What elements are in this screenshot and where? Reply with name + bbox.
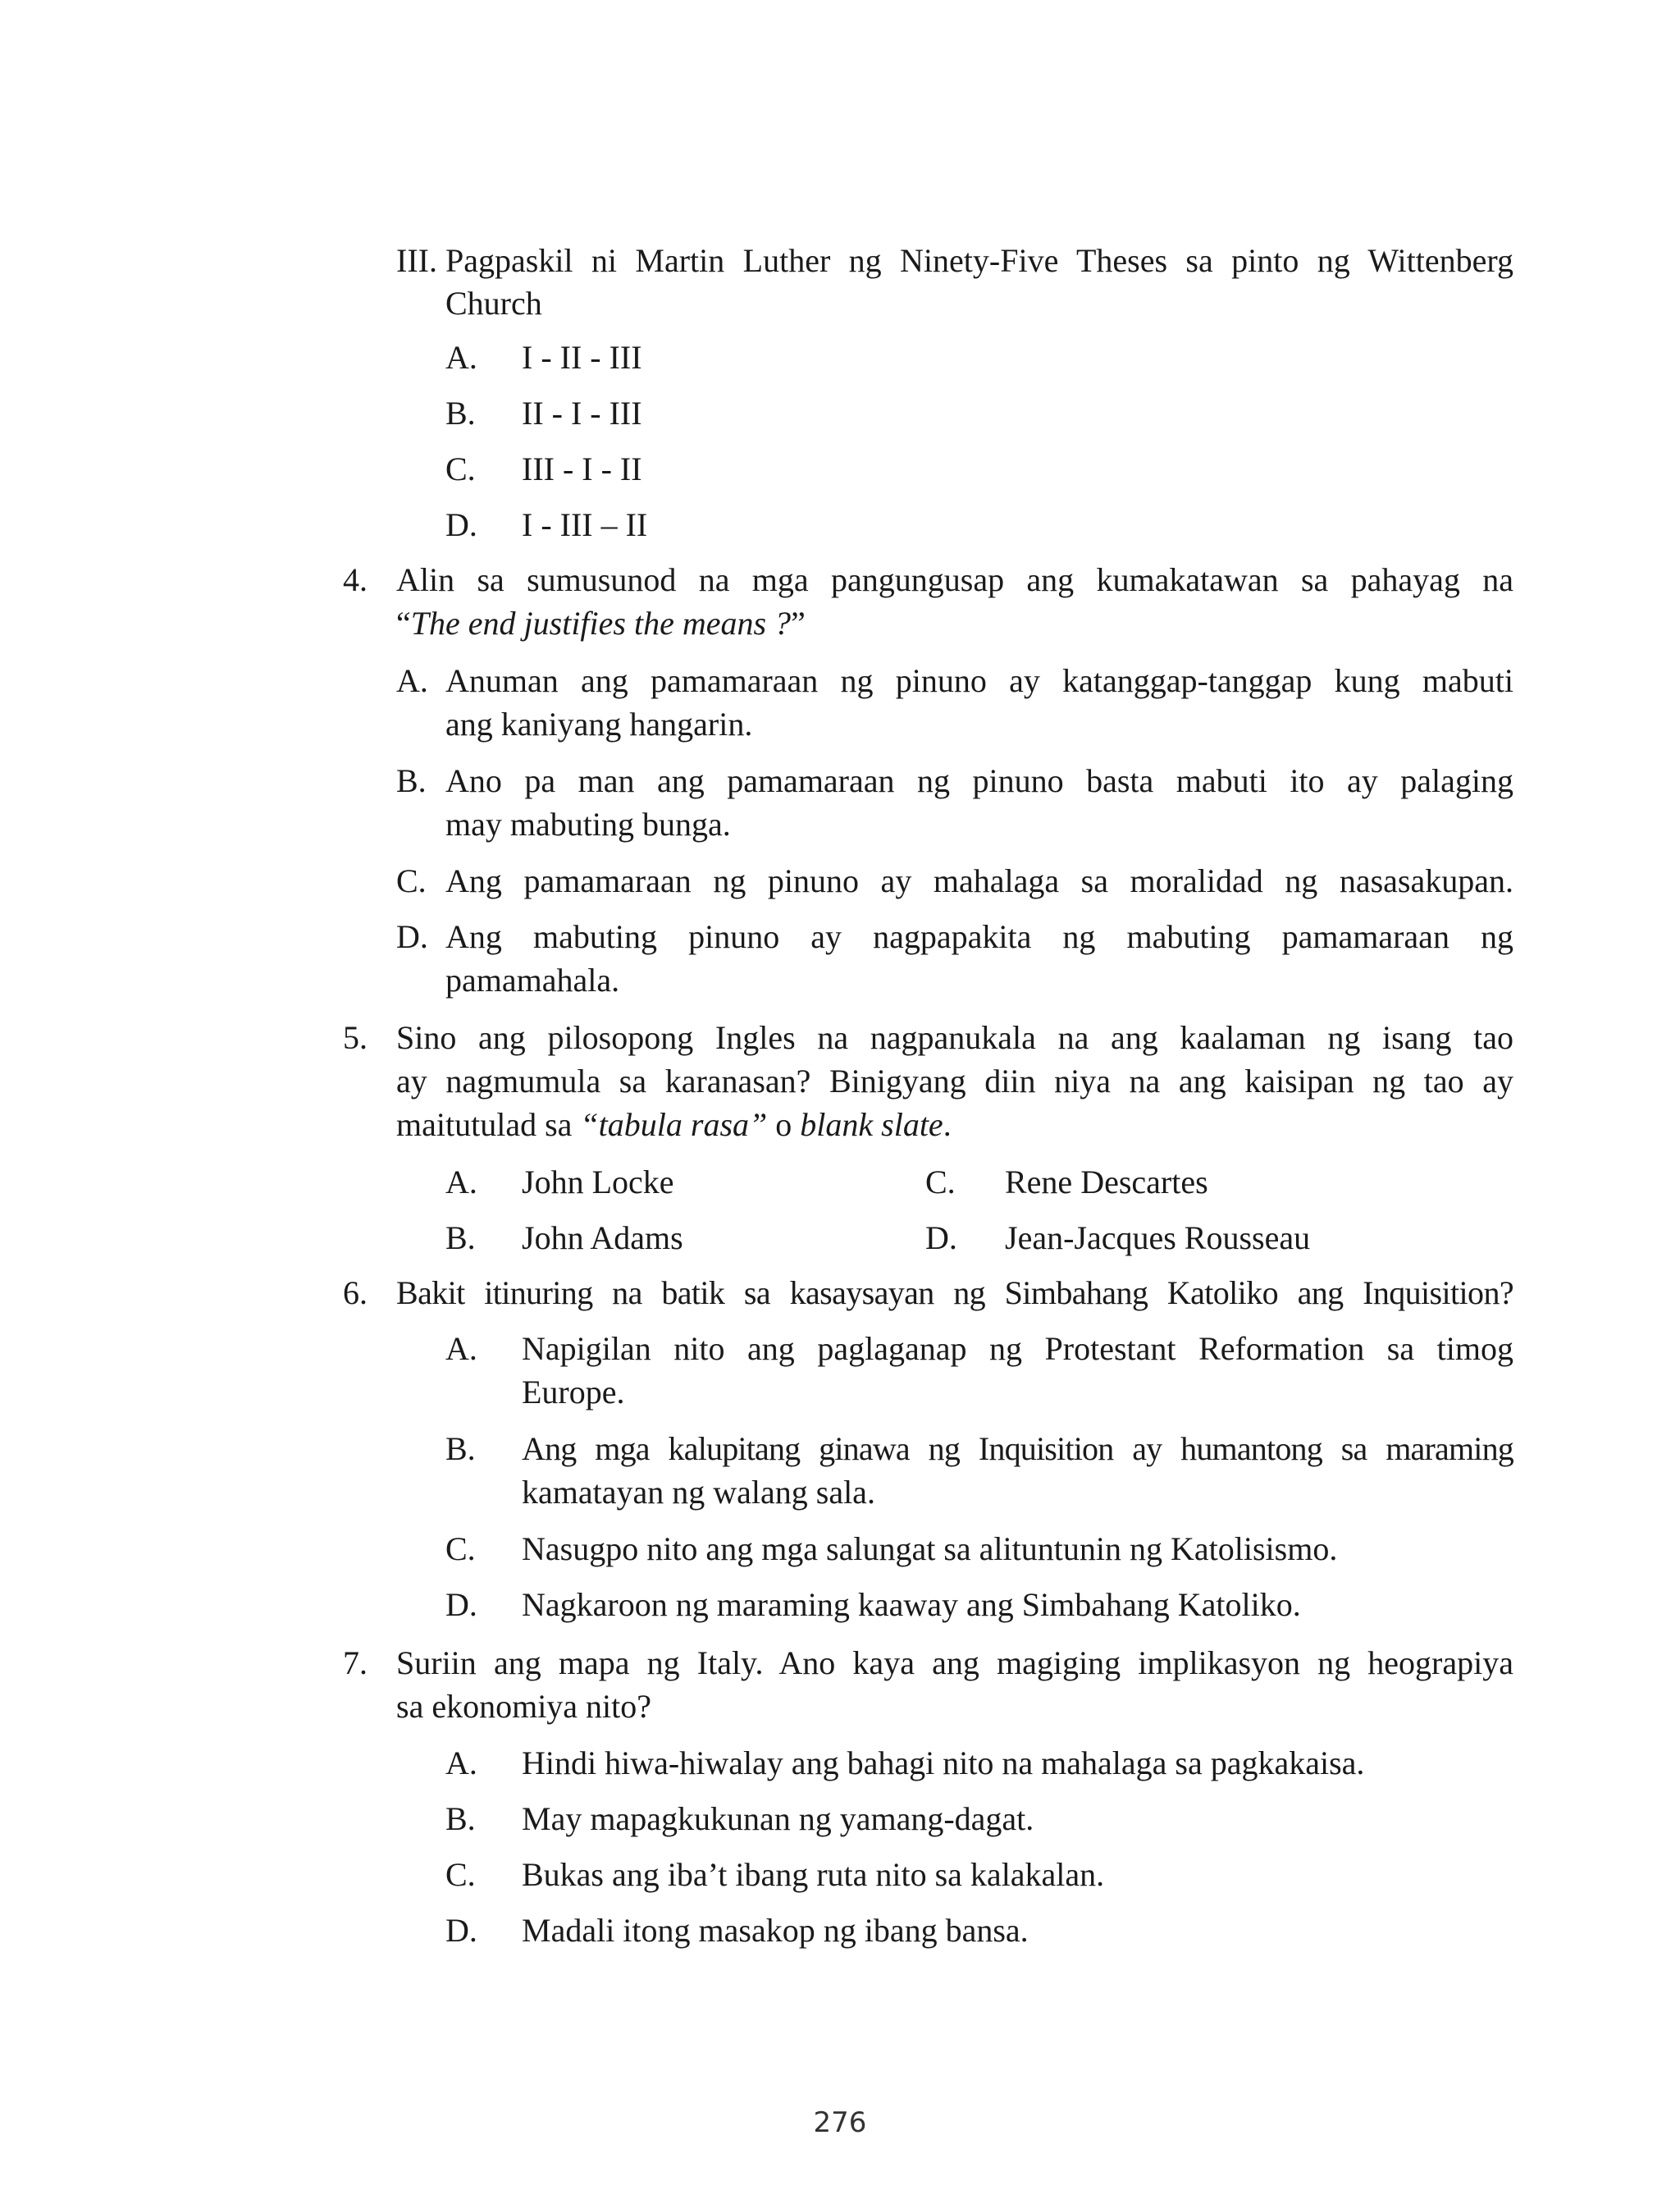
question-7-stem-line2: sa ekonomiya nito?	[396, 1688, 652, 1725]
quote-italic: The end justifies the means ?	[410, 605, 792, 642]
choice-letter: C.	[445, 450, 476, 487]
choice-letter: A.	[445, 1330, 477, 1367]
question-7-stem-line1: Suriin ang mapa ng Italy. Ano kaya ang magiging implikasyon ng heograpiya	[396, 1644, 1513, 1681]
open-quote: “	[396, 605, 411, 642]
choice-text-line1: Nagkaroon ng maraming kaaway ang Simbahang Katoliko.	[522, 1586, 1301, 1623]
question-number: 6.	[343, 1274, 368, 1311]
choice-text: I - III – II	[522, 506, 648, 543]
choice-text-line2: kamatayan ng walang sala.	[522, 1474, 875, 1511]
choice-text-line1: Ang mga kalupitang ginawa ng Inquisition ay humantong sa maraming	[522, 1430, 1513, 1467]
choice-letter: C.	[396, 862, 427, 899]
choice-text: Bukas ang iba’t ibang ruta nito sa kalakalan.	[522, 1856, 1105, 1893]
choice-letter: B.	[396, 762, 427, 799]
choice-text: III - I - II	[522, 450, 642, 487]
choice-text: Jean-Jacques Rousseau	[1005, 1219, 1311, 1256]
stem-text: .	[943, 1106, 952, 1143]
item-iii-text-line1: Pagpaskil ni Martin Luther ng Ninety-Five Theses sa pinto ng Wittenberg	[445, 242, 1513, 279]
choice-letter: D.	[445, 506, 477, 543]
choice-letter: B.	[445, 395, 476, 432]
tabula-rasa-italic: “tabula rasa”	[580, 1106, 768, 1143]
choice-text-line2: pamamahala.	[445, 962, 620, 999]
choice-letter: B.	[445, 1800, 476, 1837]
choice-text-line2: may mabuting bunga.	[445, 806, 731, 843]
blank-slate-italic: blank slate	[800, 1106, 943, 1143]
question-4-stem-line1: Alin sa sumusunod na mga pangungusap ang kumakatawan sa pahayag na	[396, 561, 1513, 598]
choice-text-line1: Ano pa man ang pamamaraan ng pinuno basta mabuti ito ay palaging	[445, 762, 1513, 799]
choice-text-line1: Ang pamamaraan ng pinuno ay mahalaga sa moralidad ng nasasakupan.	[445, 862, 1513, 899]
item-iii-numeral: III.	[396, 242, 437, 279]
choice-text-line1: Anuman ang pamamaraan ng pinuno ay katanggap-tanggap kung mabuti	[445, 662, 1513, 699]
choice-letter: D.	[445, 1912, 477, 1949]
choice-text-line2: ang kaniyang hangarin.	[445, 706, 753, 743]
choice-letter: D.	[925, 1219, 957, 1256]
choice-text: Rene Descartes	[1005, 1164, 1208, 1200]
choice-letter: C.	[445, 1856, 476, 1893]
close-quote: ”	[791, 605, 806, 642]
choice-text-line1: Napigilan nito ang paglaganap ng Protestant Reformation sa timog	[522, 1330, 1513, 1367]
choice-letter: A.	[445, 339, 477, 376]
choice-letter: A.	[396, 662, 428, 699]
choice-text: I - II - III	[522, 339, 642, 376]
question-number: 5.	[343, 1019, 368, 1056]
question-5-stem-line2: ay nagmumula sa karanasan? Binigyang diin niya na ang kaisipan ng tao ay	[396, 1063, 1513, 1100]
choice-text: May mapagkukunan ng yamang-dagat.	[522, 1800, 1034, 1837]
question-5-stem-line3	[396, 1103, 952, 1147]
choice-letter: D.	[445, 1586, 477, 1623]
question-6-stem-line1: Bakit itinuring na batik sa kasaysayan ng Simbahang Katoliko ang Inquisition?	[396, 1274, 1513, 1311]
page-number: 276	[813, 2106, 867, 2139]
choice-letter: B.	[445, 1430, 476, 1467]
choice-letter: D.	[396, 918, 428, 955]
question-number: 4.	[343, 561, 368, 598]
question-5-stem-line1: Sino ang pilosopong Ingles na nagpanukala na ang kaalaman ng isang tao	[396, 1019, 1513, 1056]
stem-text: maitutulad sa	[396, 1106, 581, 1143]
question-4-stem-line2	[396, 601, 806, 646]
question-number: 7.	[343, 1644, 368, 1681]
stem-text: o	[767, 1106, 801, 1143]
choice-text: John Locke	[522, 1164, 674, 1200]
choice-letter: B.	[445, 1219, 476, 1256]
choice-letter: A.	[445, 1164, 477, 1200]
choice-text: II - I - III	[522, 395, 642, 432]
choice-text: Madali itong masakop ng ibang bansa.	[522, 1912, 1029, 1949]
choice-letter: A.	[445, 1744, 477, 1781]
choice-text-line2: Europe.	[522, 1374, 625, 1410]
choice-text: Hindi hiwa-hiwalay ang bahagi nito na mahalaga sa pagkakaisa.	[522, 1744, 1365, 1781]
choice-text: John Adams	[522, 1219, 683, 1256]
choice-letter: C.	[925, 1164, 956, 1200]
item-iii-text-line2: Church	[445, 285, 542, 322]
choice-letter: C.	[445, 1530, 476, 1567]
choice-text-line1: Ang mabuting pinuno ay nagpapakita ng mabuting pamamaraan ng	[445, 918, 1513, 955]
choice-text-line1: Nasugpo nito ang mga salungat sa alituntunin ng Katolisismo.	[522, 1530, 1338, 1567]
